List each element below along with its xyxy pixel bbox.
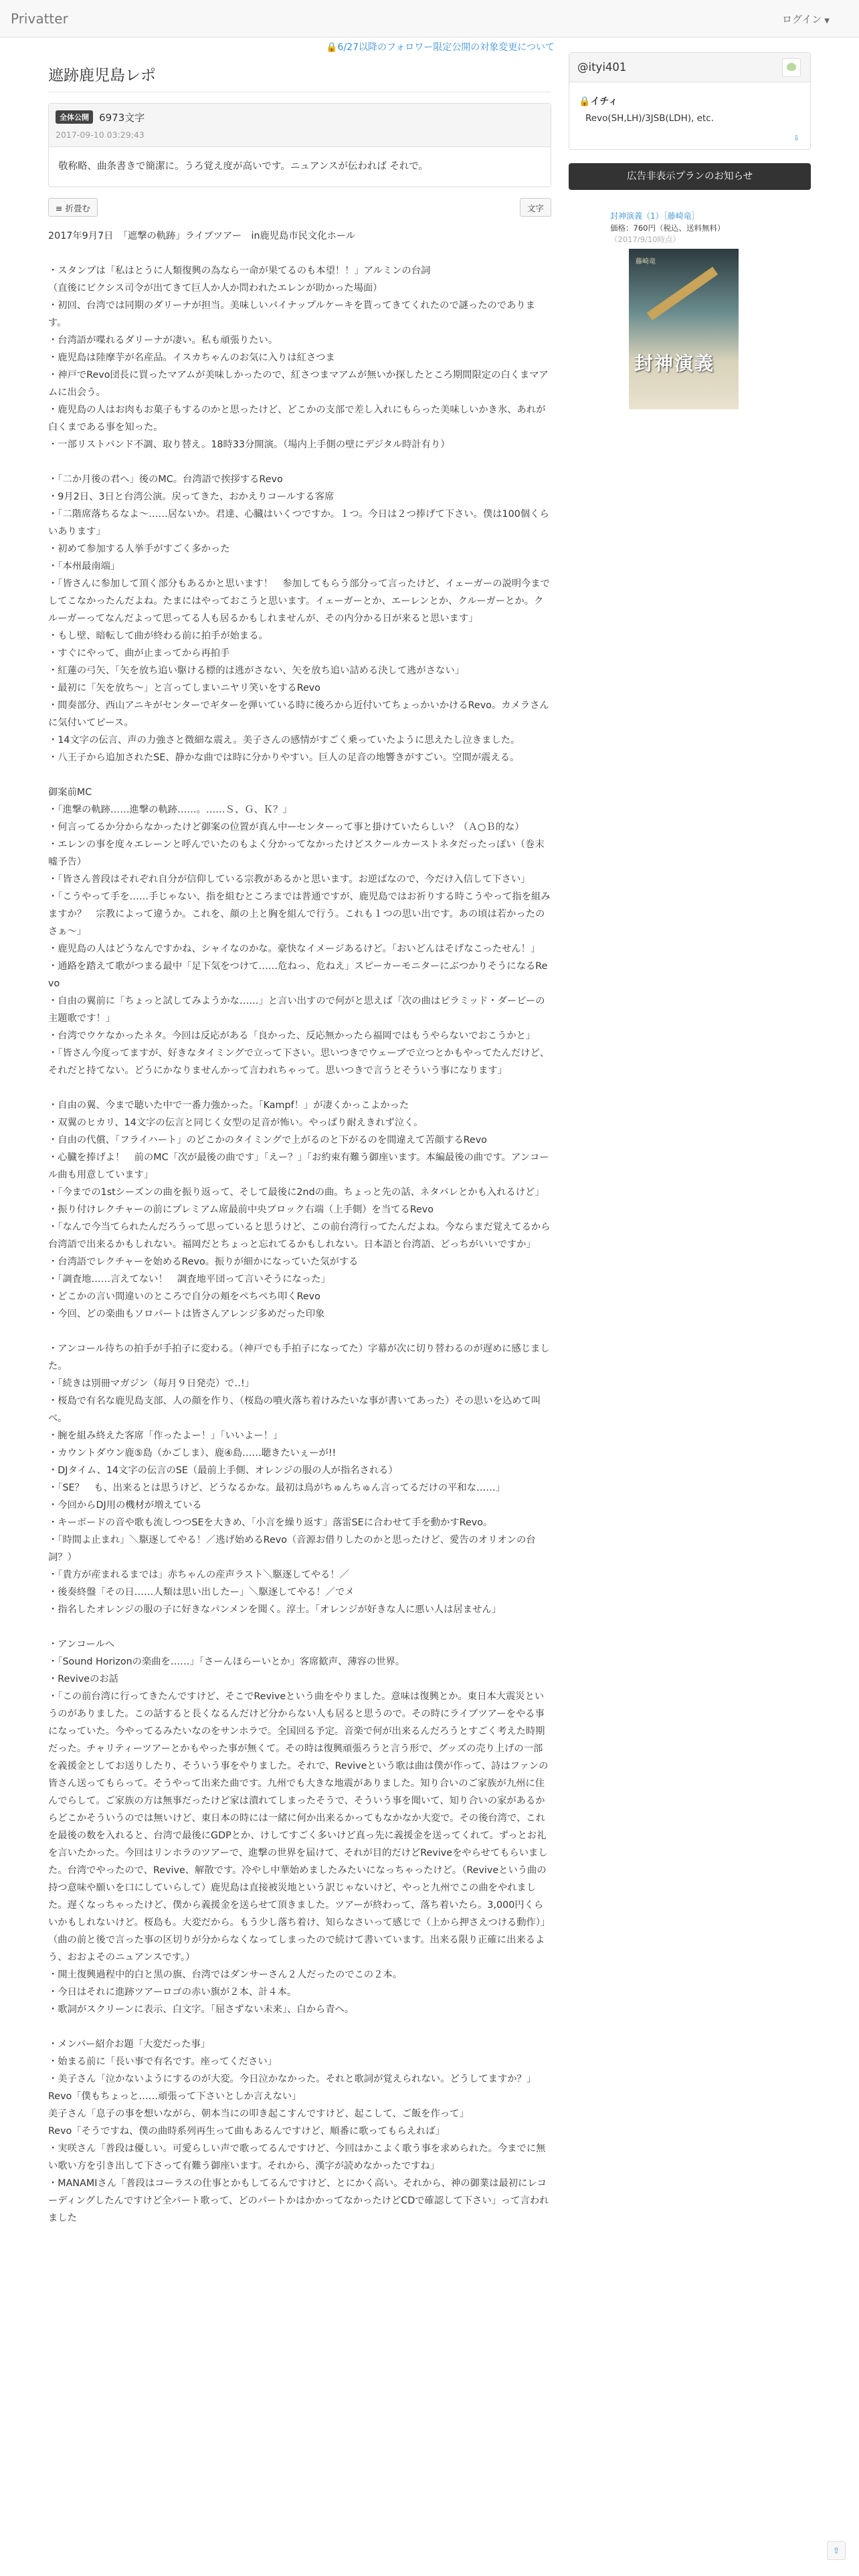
cover-decoration <box>647 267 718 320</box>
post-title: 遮跡鹿児島レポ <box>48 63 551 92</box>
avatar-icon[interactable] <box>782 58 801 77</box>
profile-label <box>579 94 801 108</box>
ad-free-plan-button[interactable]: 広告非表示プランのお知らせ <box>569 163 811 190</box>
profile-card <box>569 52 811 150</box>
login-label: ログイン <box>782 13 822 25</box>
book-cover-image[interactable] <box>629 249 739 409</box>
navbar <box>0 0 859 37</box>
book-cover-title: 封神演義 <box>634 352 715 374</box>
profile-header <box>569 53 810 82</box>
lock-icon: 🔒 <box>579 96 591 107</box>
post-tools <box>48 198 551 218</box>
brand-logo[interactable]: Privatter <box>11 11 68 27</box>
login-dropdown[interactable] <box>782 12 830 26</box>
book-date: （2017/9/10時点） <box>610 235 680 244</box>
post-summary: 敬称略、曲条書きで簡潔に。うろ覚え度が高いです。ニュアンスが伝われば それで。 <box>58 161 429 172</box>
profile-display-name: イチィ <box>590 96 618 107</box>
profile-name[interactable]: @ityi401 <box>577 61 627 74</box>
post-body: 2017年9月7日 「遮撃の軌跡」ライブツアー in鹿児島市民文化ホール ・スタンプは「私はとうに人類復興の為なら一命が果てるのも本望！！」アルミンの台詞 （直後にビクシス司令が出てきて巨人か人か問われたエレンが助かった場面） ・初回、台湾では同期のダリーナが担当。美味しいパイナップルケーキを貰ってきてくれたので謎ったのであります。 ・台湾語が喋れるダリーナが凄い。私も頑張りたい。 ・鹿児島は陸摩芋が名産品。イスカちゃんのお気に入りは紅さつま ・神戸でRevo団長に買ったマアムが美味しかったので、紅さつまマアムが無いか探したところ期間限定の白くまマアムに出会う。 ・鹿児島の人はお肉もお菓子もするのかと思ったけど、どこかの支部で差し入れにもらった美味しいかき氷、あれが白くまである事を知った。 ・一部リストバンド不調、取り替え。18時33分開演。（場内上手側の壁にデジタル時計有り） ・「二か月後の君へ」後のMC。台湾語で挨拶するRevo ・9月2日、3日と台湾公演。戻ってきた、おかえりコールする客席 ・「二階席落ちるなよ～‥‥‥居ないか。君達、心臓はいくつですか。１つ。今日は２つ捧げて下さい。僕は100個くらいあります」 ・初めて参加する人挙手がすごく多かった ・「本州最南端」 ・「皆さんに参加して頂く部分もあるかと思います！ 参加してもらう部分って言ったけど、イェーガーの説明今までしてこなかったんだよね。たまにはやっておこうと思います。イェーガーとか、エーレンとか、クルーガーとか。クルーガーってなんだよって思ってる人も居るかもしれませんが、その内分かる日が来ると思います」 ・もし壁、暗転して曲が終わる前に拍手が始まる。 ・すぐにやって、曲が止まってから再拍手 ・紅蓮の弓矢、「矢を放ち追い駆ける標的は逃がさない、矢を放ち追い詰める決して逃がさない」 ・最初に「矢を放ち～」と言ってしまいニヤリ笑いをするRevo ・間奏部分、西山アニキがセンターでギターを弾いている時に後ろから近付いてちょっかいかけるRevo。カメラさんに気付いてピース。 ・14文字の伝言、声の力強さと微細な震え。美子さんの感情がすごく乗っていたように思えたし泣きました。 ・八王子から追加されたSE、静かな曲では時に分かりやすい。巨人の足音の地響きがすごい。空間が震える。 御案前MC ・「進撃の軌跡‥‥‥進撃の軌跡‥‥‥。‥‥‥Ｓ、Ｇ、Ｋ？」 ・何言ってるか分からなかったけど御案の位置が真ん中ーセンターって事と掛けていたらしい？（Ａ○Ｂ的な） ・エレンの事を度々エレーンと呼んでいたのもよく分かってなかったけどスクールカーストネタだったっぽい（巻末嘘予告） ・「皆さん普段はそれぞれ自分が信仰している宗教があるかと思います。お逆ばなので、今だけ入信して下さい」 ・「こうやって手を‥‥‥手じゃない、指を組むところまでは普通ですが、鹿児島ではお祈りする時こうやって指を組みますか？ 宗教によって違うか。これを、顔の上と胸を組んで行う。これも１つの思い出です。あの頃は若かったのさぁ～」 ・鹿児島の人はどうなんですかね、シャイなのかな。豪快なイメージあるけど。「おいどんはそげなこったせん！」 ・通路を踏えて歌がつまる最中「足下気をつけて‥‥‥危ねっ、危ねえ」スピーカーモニターにぶつかりそうになるRevo ・自由の翼前に「ちょっと試してみようかな‥‥‥」と言い出すので何がと思えば「次の曲はピラミッド・ダービーの主題歌です！」 ・台湾でウケなかったネタ。今回は反応がある「良かった、反応無かったら福岡ではもうやらないでおこうかと」 ・「皆さん今度ってますが、好きなタイミングで立って下さい。思いつきでウェーブで立つとかもやってたんだけど、それだと持てない。どうにかなりませんかって言われちゃって。思いつきで言うとそういう事になります」 ・自由の翼、今まで聴いた中で一番力強かった。「Kampf！」が凄くかっこよかった ・双翼のヒカリ、14文字の伝言と同じく女型の足音が怖い。やっぱり耐えきれず泣く。 ・自由の代償、「フライハート」のどこかのタイミングで上がるのと下がるのを間違えて苦顔するRevo ・心臓を捧げよ！ 前のMC「次が最後の曲です」「えー？」「お約束有難う御座います。本編最後の曲です。アンコール曲も用意しています」 ・「今までの1stシーズンの曲を振り返って、そして最後に2ndの曲。ちょっと先の話、ネタバレとかも入れるけど」 ・振り付けレクチャーの前にプレミアム席最前中央ブロック右端（上手側）を当てるRevo ・「なんで今当てられたんだろうって思っていると思うけど、この前台湾行ってたんだよね。今ならまだ覚えてるから台湾語で出来るかもしれない。福岡だとちょっと忘れてるかもしれない。日本語と台湾語、どっちがいいですか」 ・台湾語でレクチャーを始めるRevo。振りが細かになっていた気がする ・「調査地‥‥‥言えてない！ 調査地平団って言いそうになった」 ・どこかの言い間違いのところで自分の頬をぺちぺち叩くRevo ・今回、どの楽曲もソロパートは皆さんアレンジ多めだった印象 ・アンコール待ちの拍手が手拍子に変わる。（神戸でも手拍子になってた）字幕が次に切り替わるのが遅めに感じました。 ・「続きは別冊マガジン（毎月９日発売）で‥!」 ・桜島で有名な鹿児島支部、人の顔を作り、（桜島の噴火落ち着けみたいな事が書いてあった）その思いを込めて叫べ。 ・腕を組み終えた客席「作ったよー！」「いいよー！」 ・カウントダウン鹿⑤島（かごしま）、鹿④島‥‥‥聴きたいぇーが!! ・DJタイム、14文字の伝言のSE（最前上手側、オレンジの服の人が指名される） ・「SE？ も、出来るとは思うけど、どうなるかな。最初は鳥がちゅんちゅん言ってるだけの平和な‥‥‥」 ・今回からDJ用の機材が増えている ・キーボードの音や歌も流しつつSEを大きめ、「小言を繰り返す」落雷SEに合わせて手を動かすRevo。 ・「時間よ止まれ」＼駆逐してやる！／逃げ始めるRevo（音源お借りしたのかと思ったけど、愛告のオリオンの台詞？） ・「貴方が産まれるまでは」赤ちゃんの産声ラスト＼駆逐してやる！／ ・後奏終盤「その日‥‥‥人類は思い出したー」＼駆逐してやる！／でメ ・指名したオレンジの服の子に好きなパンメンを聞く。淳士。「オレンジが好きな人に悪い人は居ません」 ・アンコールへ ・「Sound Horizonの楽曲を‥‥‥」「さーんほらーいとか」客席歓声、薄容の世界。 ・Reviveのお話 ・「この前台湾に行ってきたんですけど、そこでReviveという曲をやりました。意味は復興とか。東日本大震災というのがありました。この話すると長くなるんだけど分からない人も居ると思うので。その時にライブツアーをやる事になっていた。今やってるみたいなのをサンホラで。全国回る予定。音楽で何が出来るんだろうとすごく考えた時期だった。チャリティーツアーとかもやった事が無くて。その時は復興頑張ろうと言う形で、グッズの売り上げの一部を義援金としてお送りしたり、そういう事をやりました。それで、Reviveという歌は曲は僕が作って、詩はファンの皆さん送ってもらって。そうやって出来た曲です。九州でも大きな地震がありました。知り合いのご家族が九州に住んでらして。ご家族の方は無事だったけど家は潰れてしまったそうで、そういう事を聞いて、知り合いの家があるからどこかそういうのでは無いけど、東日本の時には一緒に何か出来るかってもなかなか大変で。その後台湾で、これを最後の数を入れると、台湾で最後にGDPとか、けしてすごく多いけど真っ先に義援金を送ってくれて。ずっとお礼を言いたかった。今回はリンホラのツアーで、進撃の世界を届けて、それが目的だけどReviveをやらせてもらいました。台湾でやったので、Revive、解散です。冷やし中華始めましたみたいになっちゃったけど。（Reviveという曲の持つ意味や願いを口にしていらして）鹿児島は直接被災地という訳じゃないけど、やっと九州でこの曲をやれました。遅くなっちゃったけど、僕から義援金を送らせて頂きました。ツアーが終わって、落ち着いたら。3,000円くらいかもしれないけど。桜島も。大変だから。もう少し落ち着け、知らなさいって感じで（上から押さえつける動作）」 （曲の前と後で言った事の区切りが分からなくなってしまったので続けて書いています。出来る限り正確に出来るよう、おおよそのニュアンスです。） ・開土復興過程中的白と黒の旗、台湾ではダンサーさん２人だったのでこの２本。 ・今日はそれに進跡ツアーロゴの赤い旗が２本、計４本。 ・歌詞がスクリーンに表示、白文字。「屈さずない未来」、白から青へ。 ・メンバー紹介お題「大変だった事」 ・始まる前に「長い事で有名です。座ってください」 ・美子さん「泣かないようにするのが大変。今日泣かなかった。それと歌詞が覚えられない。どうしてますか？」 Revo「僕もちょっと‥‥‥頑張って下さいとしか言えない」 美子さん「息子の事を想いながら、朝本当にの叩き起こすんですけど、起こして、ご飯を作って」 Revo「そうですね、僕の曲時系列再生って曲もあるんですけど、順番に歌ってもらえれば」 ・実咲さん「普段は優しい。可愛らしい声で歌ってるんですけど、今回はかこよく歌う事を求められた。今までに無い歌い方を引き出して下さって有難う御座います。それから、漢字が読めなかったですね」 ・MANAMIさん「普段はコーラスの仕事とかもしてるんですけど、とにかく高い。それから、神の御業は最初にレコーディングしたんですけど全パート歌って、どのパートかはかかってなかったけどCDで確認して下さい」って言われました <box>48 231 551 2224</box>
profile-body <box>569 82 810 149</box>
caret-down-icon: ▼ <box>824 17 830 25</box>
post-date: 2017-09-10 03:29:43 <box>56 130 145 140</box>
char-count: 6973文字 <box>99 112 145 124</box>
book-ad <box>610 210 744 409</box>
visibility-badge: 全体公開 <box>56 110 93 124</box>
sidebar <box>569 52 811 374</box>
notice-link[interactable]: 🔒6/27以降のフォロワー限定公開の対象変更について <box>326 42 555 53</box>
book-price: 価格：760円（税込、送料無料） <box>610 223 725 233</box>
profile-genre: Revo(SH,LH)/3JSB(LDH), etc. <box>585 113 714 124</box>
post-meta-panel <box>48 103 551 187</box>
scroll-top-icon[interactable]: ⇧ <box>827 2541 846 2560</box>
book-title[interactable]: 封神演義（1）［藤崎竜］ <box>610 211 700 221</box>
post-meta-header <box>49 104 551 147</box>
fold-button[interactable]: ≡ 折畳む <box>48 198 98 217</box>
expand-icon[interactable]: ⇩ <box>793 134 799 142</box>
book-cover-author: 藤崎竜 <box>636 258 656 265</box>
text-size-button[interactable]: 文字 <box>520 198 551 217</box>
main-content <box>48 63 551 2227</box>
